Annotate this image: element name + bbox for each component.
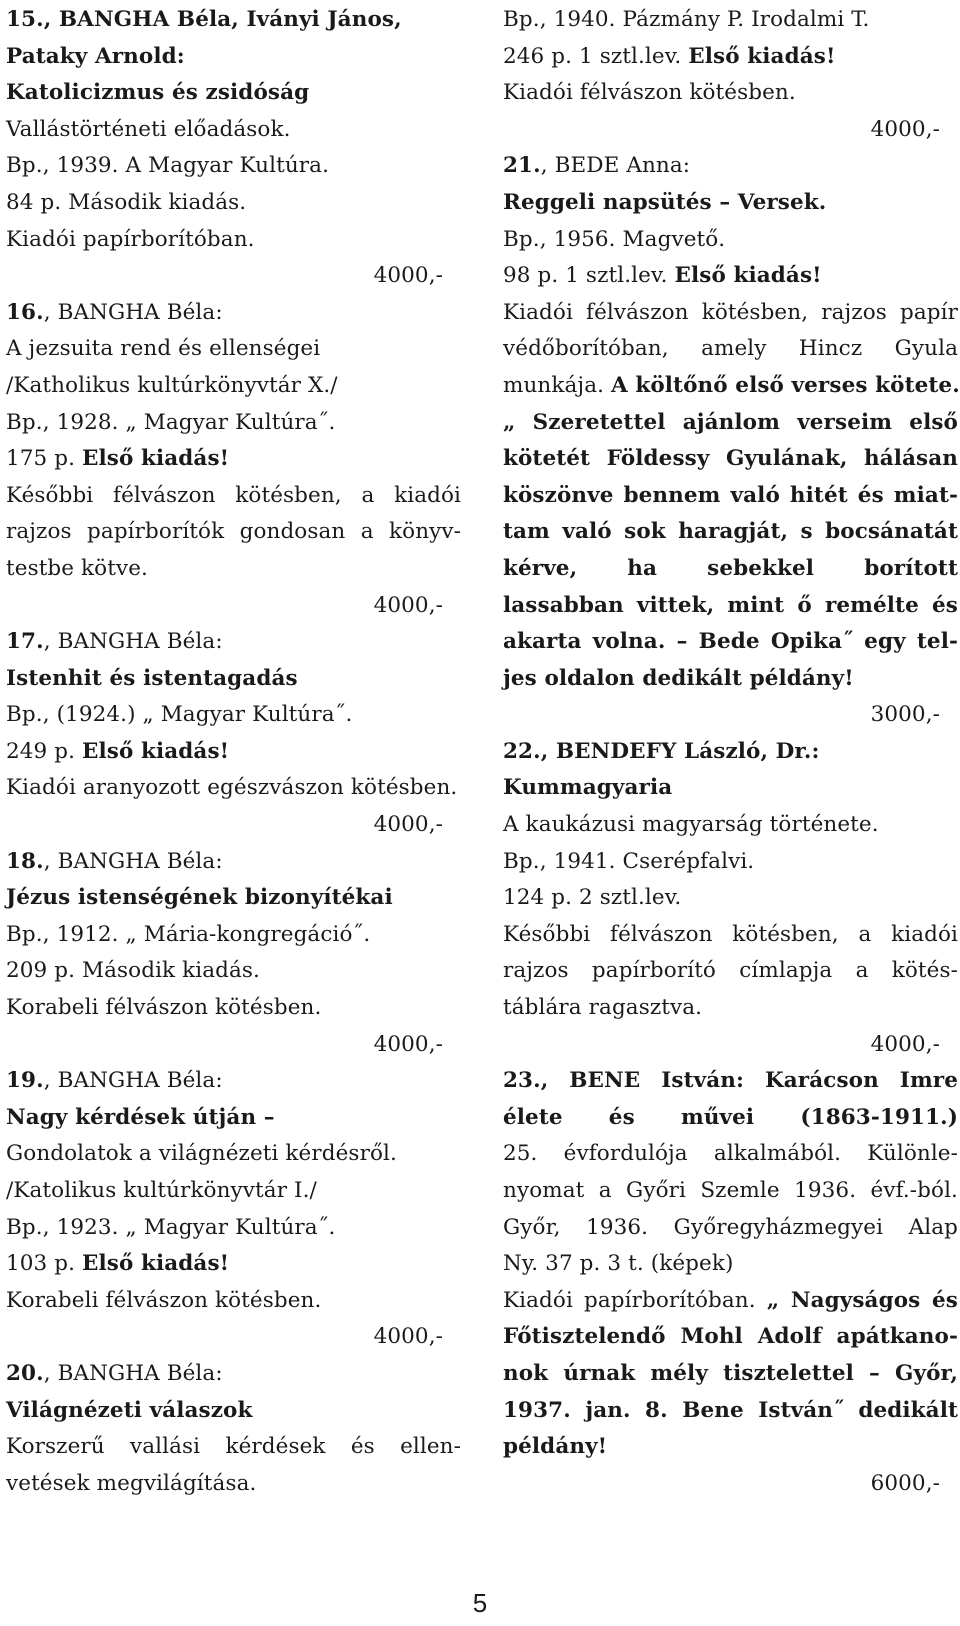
catalog-entry	[503, 734, 958, 1063]
entry-line	[6, 624, 461, 661]
entry-line	[503, 1246, 958, 1283]
entry-price: 3000,-	[870, 702, 940, 728]
text: Korszerű vallási kérdések és ellen-	[6, 1434, 461, 1460]
bold-text: Első kiadás!	[674, 263, 822, 289]
entry-price: 4000,-	[373, 592, 443, 618]
text: Bp., (1924.) „ Magyar Kultúra˝.	[6, 702, 353, 728]
text: Korabeli félvászon kötésben.	[6, 1287, 322, 1313]
text: Korabeli félvászon kötésben.	[6, 995, 322, 1021]
text: testbe kötve.	[6, 555, 148, 581]
entry-line	[6, 1246, 461, 1283]
entry-line	[6, 148, 461, 185]
entry-line	[6, 1466, 461, 1503]
bold-text: jes oldalon dedikált példány!	[503, 665, 854, 691]
bold-text: 21.	[503, 153, 541, 179]
text: 246 p. 1 sztl.lev.	[503, 43, 689, 69]
text: /Katolikus kultúrkönyvtár I./	[6, 1178, 317, 1203]
text: 175 p.	[6, 446, 83, 472]
bold-text: 15.	[6, 7, 44, 32]
bold-text: példány!	[503, 1434, 608, 1460]
entry-line	[503, 258, 958, 295]
text: nyomat a Győri Szemle 1936. évf.-ból.	[503, 1178, 958, 1203]
text: Kiadói aranyozott egészvászon kötésben.	[6, 775, 458, 801]
entry-line	[6, 1429, 461, 1466]
bold-text: tam való sok haragját, s bocsánatát	[503, 519, 958, 545]
entry-line	[6, 697, 461, 734]
bold-text: Istenhit és istentagadás	[6, 665, 298, 691]
entry-line	[503, 39, 958, 76]
text: 103 p.	[6, 1251, 83, 1277]
entry-line	[6, 112, 461, 149]
bold-text: 16.	[6, 299, 44, 325]
entry-line	[503, 1283, 958, 1320]
text: 209 p. Második kiadás.	[6, 958, 260, 984]
text: 249 p.	[6, 738, 83, 764]
entry-line	[503, 551, 958, 588]
bold-text: , BANGHA Béla, Iványi János,	[43, 7, 402, 32]
catalog-entry	[6, 844, 461, 1064]
catalog-entry	[503, 2, 958, 148]
entry-price: 4000,-	[373, 263, 443, 289]
text: /Katholikus kultúrkönyvtár X./	[6, 372, 338, 398]
entry-line	[503, 844, 958, 881]
catalog-entry	[6, 1063, 461, 1356]
entry-line	[503, 295, 958, 332]
bold-text: lassabban vittek, mint ő remélte és	[503, 592, 958, 618]
text: A jezsuita rend és ellenségei	[6, 336, 321, 362]
entry-line	[6, 1173, 461, 1210]
entry-line	[6, 514, 461, 551]
entry-line	[503, 1173, 958, 1210]
entry-line	[6, 844, 461, 881]
entry-line	[503, 75, 958, 112]
entry-line	[503, 770, 958, 807]
entry-line	[503, 807, 958, 844]
bold-text: „ Szeretettel ajánlom verseim első	[503, 409, 958, 435]
text: Bp., 1956. Magvető.	[503, 226, 726, 252]
entry-line	[503, 222, 958, 259]
entry-line	[503, 624, 958, 661]
bold-text: Első kiadás!	[688, 43, 836, 69]
entry-line	[503, 1063, 958, 1100]
entry-line	[6, 770, 461, 807]
entry-price: 6000,-	[870, 1470, 940, 1496]
entry-line	[6, 368, 461, 405]
entry-line	[503, 441, 958, 478]
entry-line	[503, 588, 958, 625]
text: védőborítóban, amely Hincz Gyula	[503, 336, 958, 362]
text: , BANGHA Béla:	[43, 299, 223, 325]
entry-line	[6, 551, 461, 588]
entry-line	[503, 990, 958, 1027]
text: Ny. 37 p. 3 t. (képek)	[503, 1251, 734, 1277]
text: Későbbi félvászon kötésben, a kiadói	[503, 921, 958, 947]
entry-line	[6, 880, 461, 917]
entry-line	[6, 917, 461, 954]
entry-line	[503, 478, 958, 515]
bold-text: A költőnő első verses kötete.	[610, 372, 960, 398]
text: 84 p. Második kiadás.	[6, 189, 247, 215]
entry-line	[6, 75, 461, 112]
entry-line	[6, 441, 461, 478]
text: A kaukázusi magyarság története.	[503, 812, 879, 838]
bold-text: 19.	[6, 1068, 44, 1094]
entry-line	[6, 222, 461, 259]
bold-text: élete és művei (1863-1911.)	[503, 1104, 958, 1130]
entry-line	[6, 1136, 461, 1173]
text: Bp., 1923. „ Magyar Kultúra˝.	[6, 1214, 336, 1240]
entry-line	[503, 405, 958, 442]
text: rajzos papírborító címlapja a kötés-	[503, 958, 958, 984]
text: Bp., 1939. A Magyar Kultúra.	[6, 153, 330, 179]
entry-line	[503, 917, 958, 954]
bold-text: , BENDEFY László, Dr.:	[540, 738, 820, 764]
bold-text: kötetét Földessy Gyulának, hálásan	[503, 446, 958, 472]
text: , BANGHA Béla:	[43, 848, 223, 874]
text: Kiadói papírborítóban.	[6, 226, 255, 252]
entry-line	[6, 1393, 461, 1430]
bold-text: Reggeli napsütés – Versek.	[503, 189, 827, 215]
entry-price: 4000,-	[373, 1324, 443, 1350]
catalog-entry	[503, 1063, 958, 1502]
entry-line	[503, 734, 958, 771]
bold-text: 23.	[503, 1068, 541, 1094]
entry-line	[6, 185, 461, 222]
text: rajzos papírborítók gondosan a könyv-	[6, 519, 461, 545]
bold-text: kérve, ha sebekkel borított	[503, 555, 958, 581]
entry-line	[503, 514, 958, 551]
text: , BANGHA Béla:	[43, 1360, 223, 1386]
catalog-entry	[6, 1356, 461, 1502]
bold-text: „ Nagyságos és	[766, 1287, 958, 1313]
bold-text: 1937. jan. 8. Bene István˝ dedikált	[503, 1397, 958, 1423]
bold-text: 17.	[6, 629, 44, 655]
bold-text: Kummagyaria	[503, 775, 673, 801]
bold-text: Első kiadás!	[82, 738, 230, 764]
entry-line	[503, 1136, 958, 1173]
bold-text: Jézus istenségének bizonyítékai	[6, 885, 393, 911]
text: , BANGHA Béla:	[43, 629, 223, 655]
entry-line	[503, 148, 958, 185]
entry-line	[503, 1429, 958, 1466]
entry-line	[503, 331, 958, 368]
bold-text: Világnézeti válaszok	[6, 1397, 253, 1423]
entry-line	[6, 1356, 461, 1393]
bold-text: Első kiadás!	[82, 446, 230, 472]
entry-line	[6, 405, 461, 442]
text: 124 p. 2 sztl.lev.	[503, 885, 682, 911]
entry-line	[6, 295, 461, 332]
entry-line	[6, 1283, 461, 1320]
text: , BEDE Anna:	[540, 153, 691, 179]
text: Bp., 1912. „ Mária-kongregáció˝.	[6, 921, 371, 947]
entry-line	[6, 39, 461, 76]
entry-line	[6, 2, 461, 39]
text: Bp., 1928. „ Magyar Kultúra˝.	[6, 409, 336, 435]
text: Későbbi félvászon kötésben, a kiadói	[6, 482, 461, 508]
bold-text: Pataky Arnold:	[6, 43, 185, 69]
catalog-right-column	[503, 2, 958, 1502]
catalog-entry	[6, 2, 461, 295]
text: 25. évfordulója alkalmából. Különle-	[503, 1141, 958, 1167]
text: Kiadói papírborítóban.	[503, 1287, 767, 1313]
entry-line	[6, 1063, 461, 1100]
text: , BANGHA Béla:	[43, 1068, 223, 1094]
bold-text: , BENE István: Karácson Imre	[540, 1068, 958, 1094]
entry-price: 4000,-	[373, 812, 443, 838]
bold-text: Katolicizmus és zsidóság	[6, 80, 310, 106]
text: Bp., 1940. Pázmány P. Irodalmi T.	[503, 7, 870, 32]
text: Kiadói félvászon kötésben.	[503, 80, 796, 106]
entry-line	[6, 1100, 461, 1137]
bold-text: 22.	[503, 738, 541, 764]
entry-line	[503, 1100, 958, 1137]
entry-line	[503, 880, 958, 917]
text: Bp., 1941. Cserépfalvi.	[503, 848, 755, 874]
text: 98 p. 1 sztl.lev.	[503, 263, 675, 289]
entry-line	[6, 661, 461, 698]
entry-line	[503, 1356, 958, 1393]
bold-text: Nagy kérdések útján –	[6, 1104, 275, 1130]
entry-line	[503, 1210, 958, 1247]
catalog-entry	[503, 148, 958, 734]
entry-line	[503, 2, 958, 39]
entry-price: 4000,-	[870, 116, 940, 142]
entry-line	[6, 953, 461, 990]
entry-line	[503, 953, 958, 990]
bold-text: 18.	[6, 848, 44, 874]
entry-line	[6, 990, 461, 1027]
text: Kiadói félvászon kötésben, rajzos papír	[503, 299, 958, 325]
entry-line	[6, 1210, 461, 1247]
bold-text: akarta volna. – Bede Opika˝ egy tel-	[503, 629, 958, 655]
entry-line	[6, 734, 461, 771]
entry-price: 4000,-	[870, 1031, 940, 1057]
page-number: 5	[472, 1588, 488, 1618]
bold-text: nok úrnak mély tisztelettel – Győr,	[503, 1360, 958, 1386]
entry-line	[503, 1319, 958, 1356]
catalog-left-column	[6, 2, 461, 1502]
catalog-entry	[6, 624, 461, 844]
entry-line	[6, 331, 461, 368]
entry-line	[6, 478, 461, 515]
bold-text: Főtisztelendő Mohl Adolf apátkano-	[503, 1324, 958, 1350]
entry-line	[503, 1393, 958, 1430]
catalog-entry	[6, 295, 461, 624]
text: táblára ragasztva.	[503, 995, 703, 1021]
text: Győr, 1936. Győregyházmegyei Alap	[503, 1214, 958, 1240]
bold-text: köszönve bennem való hitét és miat-	[503, 482, 958, 508]
bold-text: Első kiadás!	[82, 1251, 230, 1277]
entry-line	[503, 368, 958, 405]
text: Gondolatok a világnézeti kérdésről.	[6, 1141, 397, 1167]
text: munkája.	[503, 372, 611, 398]
bold-text: 20.	[6, 1360, 44, 1386]
text: vetések megvilágítása.	[6, 1470, 257, 1496]
entry-line	[503, 661, 958, 698]
text: Vallástörténeti előadások.	[6, 116, 291, 142]
entry-price: 4000,-	[373, 1031, 443, 1057]
entry-line	[503, 185, 958, 222]
